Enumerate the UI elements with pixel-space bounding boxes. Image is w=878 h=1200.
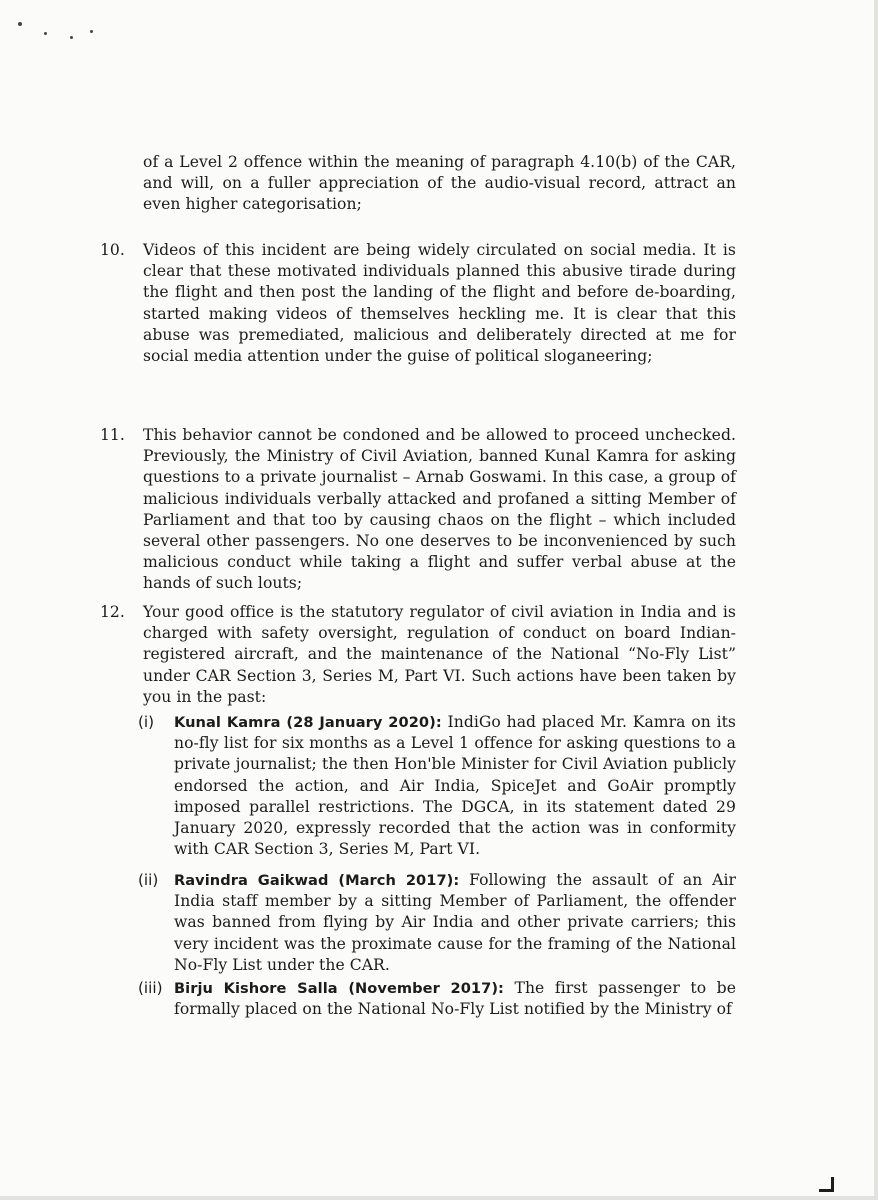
paragraph-text: Videos of this incident are being widely circulated on social media. It is clear that these motivated individuals planned this abusive tirade during the flight and then post the landing of the flight and before de-boarding, started making videos of themselves heckling me. It is clear that this abuse was premediated, malicious and deliberately directed at me for social media attention under the guise of political sloganeering; [143,241,736,366]
scan-speck [90,30,93,33]
subitem-heading: Birju Kishore Salla (November 2017): [174,980,504,997]
scan-speck [18,22,22,26]
continuation-text: of a Level 2 offence within the meaning of paragraph 4.10(b) of the CAR, and will, on a fuller appreciation of the audio-visual record, attract an even higher categorisation; [143,153,736,214]
paragraph-text: This behavior cannot be condoned and be allowed to proceed unchecked. Previously, the Ministry of Civil Aviation, banned Kunal Kamra for asking questions to a private journalist – Arnab Goswami. In this case, a group of malicious individuals verbally attacked and profaned a sitting Member of Parliament and that too by causing chaos on the flight – which included several other passengers. No one deserves to be inconvenienced by such malicious conduct while taking a flight and suffer verbal abuse at the hands of such louts; [143,426,736,593]
subitem-text [174,978,736,1020]
page-edge [874,0,878,1200]
subitem-heading: Kunal Kamra (28 January 2020): [174,714,442,731]
subitem-number: (iii) [138,979,163,997]
crop-corner-mark [819,1177,834,1192]
scan-speck [70,36,73,39]
paragraph-number: 12. [100,603,125,621]
subitem-text [174,870,736,976]
subitem-text [174,712,736,860]
paragraph-text: Your good office is the statutory regulator of civil aviation in India and is charged with safety oversight, regulation of conduct on board Indian-registered aircraft, and the maintenance of the National “No-Fly List” under CAR Section 3, Series M, Part VI. Such actions have been taken by you in the past: [143,603,736,706]
subitem-body: IndiGo had placed Mr. Kamra on its no-fly list for six months as a Level 1 offence for asking questions to a private journalist; the then Hon'ble Minister for Civil Aviation publicly endorsed the action, and Air India, SpiceJet and GoAir promptly imposed parallel restrictions. The DGCA, in its statement dated 29 January 2020, expressly recorded that the action was in conformity with CAR Section 3, Series M, Part VI. [174,713,736,859]
page-edge [0,1196,878,1200]
subitem-heading: Ravindra Gaikwad (March 2017): [174,872,460,889]
paragraph-number: 10. [100,241,125,259]
subitem-body: Following the assault of an Air India staff member by a sitting Member of Parliament, the offender was banned from flying by Air India and other private carriers; this very incident was the proximate cause for the framing of the National No-Fly List under the CAR. [174,871,737,974]
subitem-number: (i) [138,713,155,731]
paragraph-number: 11. [100,426,125,444]
subitem-body: The first passenger to be formally placed on the National No-Fly List notified by the Ministry of [174,979,736,1019]
subitem-number: (ii) [138,871,159,889]
scan-speck [44,32,47,35]
